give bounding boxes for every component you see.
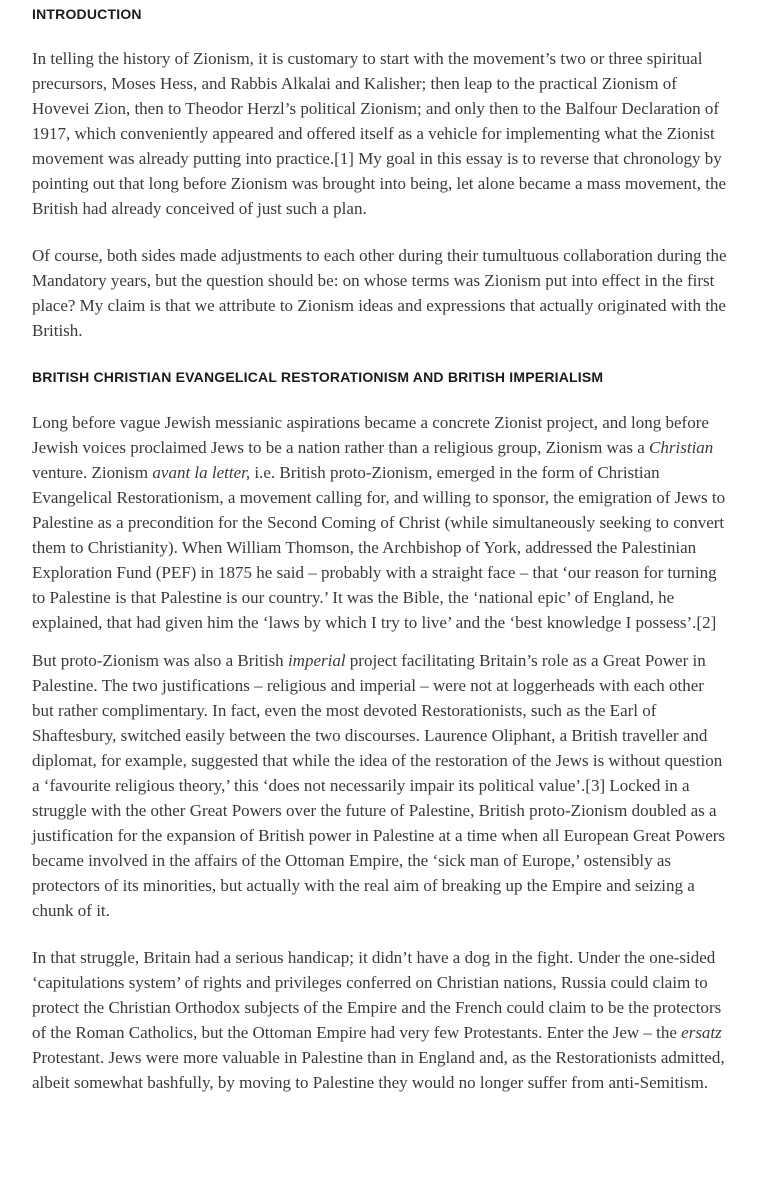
text-run: Protestant. Jews were more valuable in Palestine than in England and, as the Restorationists admitted, albeit somewhat bashfully, by moving to Palestine they would no longer suffer from anti-Semitism.: [32, 1048, 725, 1092]
paragraph-intro-2: [32, 243, 727, 343]
italic-text-run: Christian: [649, 438, 714, 457]
paragraph-intro-1: [32, 46, 727, 221]
paragraph-restorationism-3: [32, 945, 727, 1095]
section-heading-restorationism-imperialism: BRITISH CHRISTIAN EVANGELICAL RESTORATIONISM AND BRITISH IMPERIALISM: [32, 369, 604, 385]
section-heading-introduction: INTRODUCTION: [32, 6, 142, 22]
paragraph-restorationism-1: [32, 410, 727, 635]
text-run: Of course, both sides made adjustments to each other during their tumultuous collaboration during the Mandatory years, but the question should be: on whose terms was Zionism put into effect in the first place? My claim is that we attribute to Zionism ideas and expressions that actually originated with the British.: [32, 246, 727, 340]
text-run: i.e. British proto-Zionism, emerged in the form of Christian Evangelical Restorationism, a movement calling for, and willing to sponsor, the emigration of Jews to Palestine as a precondition for the Second Coming of Christ (while simultaneously seeking to convert them to Christianity). When William Thomson, the Archbishop of York, addressed the Palestinian Exploration Fund (PEF) in 1875 he said – probably with a straight face – that ‘our reason for turning to Palestine is that Palestine is our country.’ It was the Bible, the ‘national epic’ of England, he explained, that had given him the ‘laws by which I try to live’ and the ‘best knowledge I possess’.[2]: [32, 463, 726, 632]
italic-text-run: ersatz: [681, 1023, 722, 1042]
text-run: But proto-Zionism was also a British: [32, 651, 288, 670]
paragraph-restorationism-2: [32, 648, 727, 923]
text-run: In telling the history of Zionism, it is customary to start with the movement’s two or three spiritual precursors, Moses Hess, and Rabbis Alkalai and Kalisher; then leap to the practical Zionism of Hovevei Zion, then to Theodor Herzl’s political Zionism; and only then to the Balfour Declaration of 1917, which conveniently appeared and offered itself as a vehicle for implementing what the Zionist movement was already putting into practice.[1] My goal in this essay is to reverse that chronology by pointing out that long before Zionism was brought into being, let alone became a mass movement, the British had already conceived of just such a plan.: [32, 49, 727, 218]
text-run: project facilitating Britain’s role as a Great Power in Palestine. The two justifications – religious and imperial – were not at loggerheads with each other but rather complimentary. In fact, even the most devoted Restorationists, such as the Earl of Shaftesbury, switched easily between the two discourses. Laurence Oliphant, a British traveller and diplomat, for example, suggested that while the idea of the restoration of the Jews is without question a ‘favourite religious theory,’ this ‘does not necessarily impair its political value’.[3] Locked in a struggle with the other Great Powers over the future of Palestine, British proto-Zionism doubled as a justification for the expansion of British power in Palestine at a time when all European Great Powers became involved in the affairs of the Ottoman Empire, the ‘sick man of Europe,’ ostensibly as protectors of its minorities, but actually with the real aim of breaking up the Empire and seizing a chunk of it.: [32, 651, 726, 920]
italic-text-run: avant la letter,: [152, 463, 251, 482]
text-run: Long before vague Jewish messianic aspirations became a concrete Zionist project, and long before Jewish voices proclaimed Jews to be a nation rather than a religious group, Zionism was a: [32, 413, 709, 457]
text-run: In that struggle, Britain had a serious handicap; it didn’t have a dog in the fight. Under the one-sided ‘capitulations system’ of rights and privileges conferred on Christian nations, Russia could claim to protect the Christian Orthodox subjects of the Empire and the French could claim to be the protectors of the Roman Catholics, but the Ottoman Empire had very few Protestants. Enter the Jew – the: [32, 948, 722, 1042]
text-run: venture. Zionism: [32, 463, 153, 482]
italic-text-run: imperial: [287, 651, 346, 670]
